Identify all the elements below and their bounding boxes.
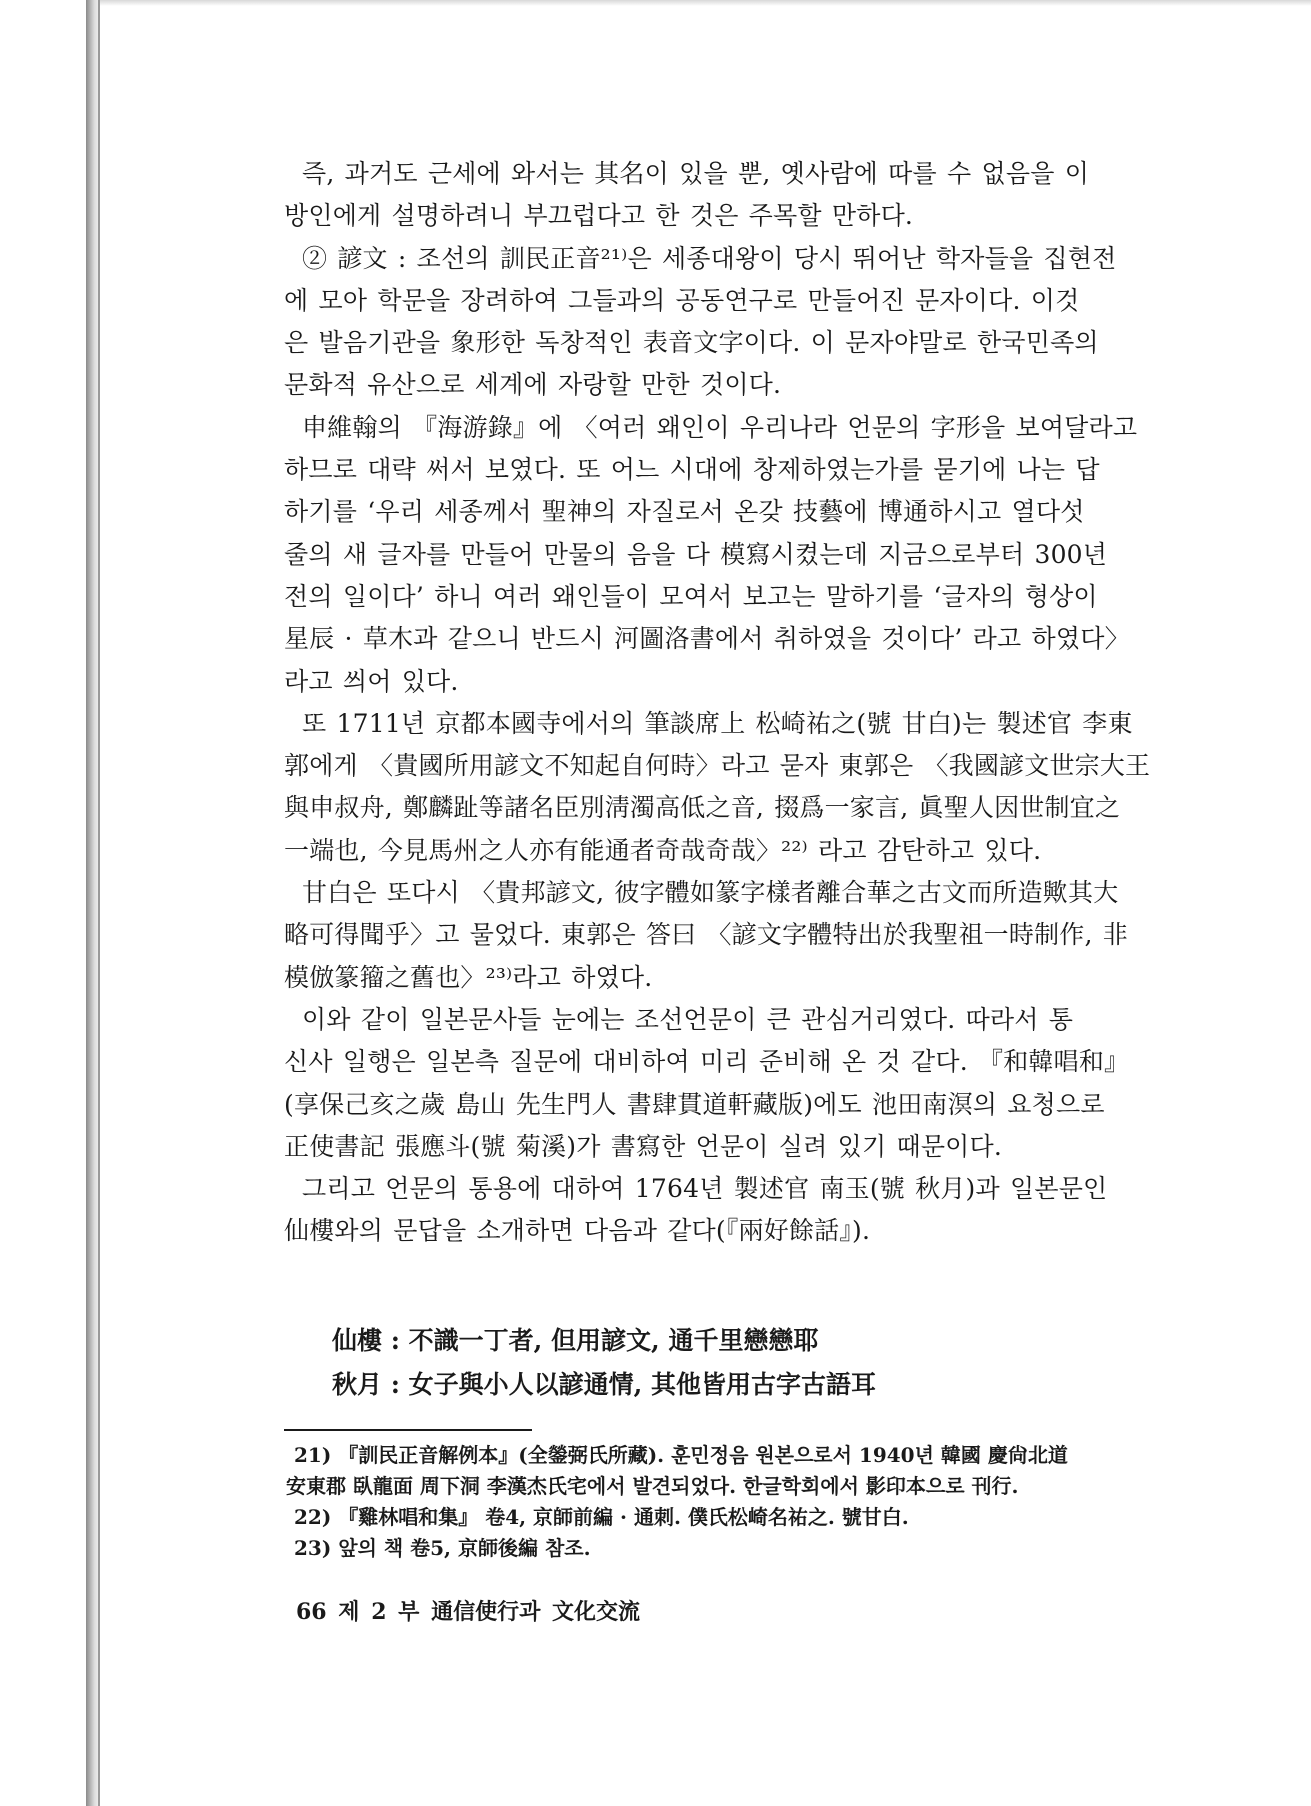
- running-title: 通信使行과 文化交流: [431, 1599, 641, 1625]
- text-line: 전의 일이다’ 하니 여러 왜인들이 모여서 보고는 말하기를 ‘글자의 형상이: [284, 581, 1098, 611]
- page-top-shadow: [100, 0, 1311, 6]
- footnote-line: 23) 앞의 책 卷5, 京師後編 참조.: [294, 1536, 591, 1560]
- text-line: 또 1711년 京都本國寺에서의 筆談席上 松崎祐之(號 甘白)는 製述官 李東: [302, 708, 1133, 738]
- paragraph-5: [284, 872, 1214, 999]
- quote-line: 仙樓 : 不識一丁者, 但用諺文, 通千里戀戀耶: [332, 1326, 819, 1355]
- text-line: 與申叔舟, 鄭麟趾等諸名臣別淸濁高低之音, 掇爲一家言, 眞聖人因世制宜之: [284, 793, 1121, 823]
- page-footer: [296, 1595, 640, 1626]
- text-line: 略可得聞乎〉고 물었다. 東郭은 答曰 〈諺文字體特出於我聖祖一時制作, 非: [284, 920, 1128, 950]
- footnote-line: 安東郡 臥龍面 周下洞 李漢杰氏宅에서 발견되었다. 한글학회에서 影印本으로 刊行.: [286, 1474, 1019, 1498]
- text-line: 正使書記 張應斗(號 菊溪)가 書寫한 언문이 실려 있기 때문이다.: [284, 1131, 1003, 1161]
- paragraph-7: [284, 1168, 1214, 1253]
- text-line: 申維翰의 『海游錄』에 〈여러 왜인이 우리나라 언문의 字形을 보여달라고: [302, 412, 1138, 442]
- text-line: 甘白은 또다시 〈貴邦諺文, 彼字體如篆字樣者離合華之古文而所造歟其大: [302, 878, 1119, 908]
- text-line: 신사 일행은 일본측 질문에 대비하여 미리 준비해 온 것 같다. 『和韓唱和』: [284, 1047, 1130, 1077]
- paragraph-4: [284, 703, 1214, 872]
- text-line: 줄의 새 글자를 만들어 만물의 음을 다 模寫시켰는데 지금으로부터 300년: [284, 539, 1108, 569]
- text-line: 이와 같이 일본문사들 눈에는 조선언문이 큰 관심거리였다. 따라서 통: [302, 1004, 1074, 1034]
- paragraph-3: [284, 407, 1214, 703]
- text-line: 一端也, 今見馬州之人亦有能通者奇哉奇哉〉²²⁾ 라고 감탄하고 있다.: [284, 835, 1042, 865]
- footnote-line: 21) 『訓民正音解例本』(全鎣弼氏所藏). 훈민정음 원본으로서 1940년 韓國 慶尙北道: [294, 1443, 1068, 1467]
- paragraph-6: [284, 999, 1214, 1168]
- footnote-divider: [284, 1429, 532, 1431]
- text-line: 방인에게 설명하려니 부끄럽다고 한 것은 주목할 만하다.: [284, 201, 914, 231]
- text-line: 은 발음기관을 象形한 독창적인 表音文字이다. 이 문자야말로 한국민족의: [284, 328, 1099, 358]
- text-line: 에 모아 학문을 장려하여 그들과의 공동연구로 만들어진 문자이다. 이것: [284, 285, 1080, 315]
- footnotes: [286, 1440, 1224, 1564]
- paragraph-2: [284, 238, 1214, 407]
- text-line: ② 諺文 : 조선의 訓民正音²¹⁾은 세종대왕이 당시 뛰어난 학자들을 집현전: [302, 243, 1117, 273]
- page-number: 66: [296, 1599, 327, 1625]
- text-line: 그리고 언문의 통용에 대하여 1764년 製述官 南玉(號 秋月)과 일본문인: [302, 1174, 1108, 1204]
- paragraph-1: [284, 153, 1214, 238]
- footnote-line: 22) 『雞林唱和集』 卷4, 京師前編 · 通刺. 僕氏松崎名祐之. 號甘白.: [294, 1505, 909, 1529]
- text-line: 하기를 ‘우리 세종께서 聖神의 자질로서 온갖 技藝에 博通하시고 열다섯: [284, 497, 1085, 527]
- text-line: (享保己亥之歲 島山 先生門人 書肆貫道軒藏版)에도 池田南溟의 요청으로: [284, 1089, 1105, 1119]
- text-line: 星辰 · 草木과 같으니 반드시 河圖洛書에서 취하였을 것이다’ 라고 하였다〉: [284, 624, 1130, 654]
- dialogue-quote-block: [332, 1319, 1132, 1407]
- text-line: 문화적 유산으로 세계에 자랑할 만한 것이다.: [284, 370, 782, 400]
- text-line: 라고 씌어 있다.: [284, 666, 459, 696]
- text-line: 模倣篆籀之舊也〉²³⁾라고 하였다.: [284, 962, 653, 992]
- body-text: [284, 153, 1214, 1253]
- text-line: 仙樓와의 문답을 소개하면 다음과 같다(『兩好餘話』).: [284, 1216, 871, 1246]
- text-line: 郭에게 〈貴國所用諺文不知起自何時〉라고 묻자 東郭은 〈我國諺文世宗大王: [284, 751, 1151, 781]
- text-line: 하므로 대략 써서 보였다. 또 어느 시대에 창제하였는가를 묻기에 나는 답: [284, 455, 1100, 485]
- quote-line: 秋月 : 女子與小人以諺通情, 其他皆用古字古語耳: [332, 1370, 877, 1399]
- page-edge: [98, 0, 100, 1806]
- text-line: 즉, 과거도 근세에 와서는 其名이 있을 뿐, 옛사람에 따를 수 없음을 이: [302, 159, 1090, 188]
- part-label: 제 2 부: [338, 1599, 420, 1625]
